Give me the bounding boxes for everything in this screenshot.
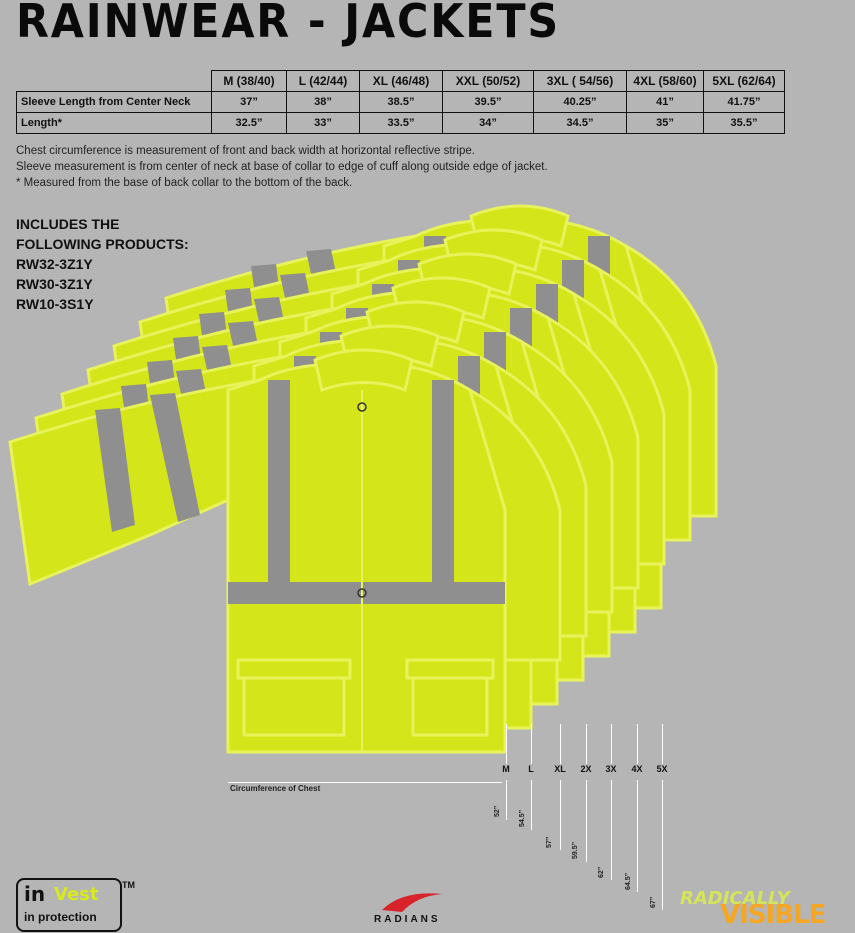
product-code: RW30-3Z1Y xyxy=(16,276,93,292)
chest-measurement: 62” xyxy=(598,866,605,878)
chest-baseline xyxy=(228,782,502,783)
right-pocket-flap xyxy=(407,660,493,678)
page-title: RAINWEAR - JACKETS xyxy=(16,0,561,48)
chest-measurement: 59.5” xyxy=(572,841,579,859)
radically-text: RADICALLY xyxy=(680,888,790,909)
size-table xyxy=(16,70,785,134)
chest-size-label: M xyxy=(502,764,510,774)
measure-line xyxy=(662,780,663,910)
chest-size-label: 4X xyxy=(631,764,643,774)
jacket-size-illustration xyxy=(0,180,855,760)
table-cell: 34.5” xyxy=(534,113,627,134)
product-code: RW10-3S1Y xyxy=(16,296,94,312)
radians-wordmark: RADIANS xyxy=(374,914,441,925)
size-header: XL (46/48) xyxy=(360,71,443,92)
radians-logo xyxy=(372,888,472,928)
chest-size-label: XL xyxy=(554,764,566,774)
trademark: TM xyxy=(122,880,135,890)
measure-line xyxy=(611,780,612,880)
measure-line xyxy=(560,780,561,850)
includes-heading: FOLLOWING PRODUCTS: xyxy=(16,236,189,252)
table-row xyxy=(17,92,785,113)
chest-size-label: 3X xyxy=(605,764,617,774)
measure-line xyxy=(586,780,587,862)
includes-heading: INCLUDES THE xyxy=(16,216,120,232)
chest-measurement: 64.5” xyxy=(625,872,632,890)
size-header: XXL (50/52) xyxy=(443,71,534,92)
row-label: Length* xyxy=(17,113,212,134)
table-cell: 38.5” xyxy=(360,92,443,113)
table-cell: 35” xyxy=(627,113,704,134)
size-header: 5XL (62/64) xyxy=(704,71,785,92)
jacket-collar xyxy=(315,350,412,390)
chest-label: Circumference of Chest xyxy=(230,784,321,793)
chest-size-label: L xyxy=(528,764,534,774)
note-line: * Measured from the base of back collar to the bottom of the back. xyxy=(16,177,353,189)
logo-text: Vest xyxy=(54,884,99,905)
radians-swoosh-icon xyxy=(372,888,472,916)
table-cell: 34” xyxy=(443,113,534,134)
chest-measurement: 67” xyxy=(650,896,657,908)
size-guide-line xyxy=(611,724,612,764)
measure-line xyxy=(506,780,507,820)
size-guide-line xyxy=(506,724,507,764)
measure-line xyxy=(531,780,532,830)
table-cell: 35.5” xyxy=(704,113,785,134)
table-cell: 41” xyxy=(627,92,704,113)
measure-line xyxy=(637,780,638,892)
table-cell: 41.75” xyxy=(704,92,785,113)
table-cell: 32.5” xyxy=(212,113,287,134)
size-header: 4XL (58/60) xyxy=(627,71,704,92)
jacket-layers xyxy=(10,206,716,752)
table-cell: 37” xyxy=(212,92,287,113)
chest-size-label: 2X xyxy=(580,764,592,774)
reflective-stripe xyxy=(268,380,290,584)
chest-measurement: 57” xyxy=(546,836,553,848)
note-line: Sleeve measurement is from center of neck at base of collar to edge of cuff along outside edge of jacket. xyxy=(16,161,548,173)
size-header: L (42/44) xyxy=(287,71,360,92)
table-cell: 38” xyxy=(287,92,360,113)
table-cell: 33” xyxy=(287,113,360,134)
table-cell: 39.5” xyxy=(443,92,534,113)
jacket-left-sleeve xyxy=(10,380,260,584)
note-line: Chest circumference is measurement of front and back width at horizontal reflective stripe. xyxy=(16,145,475,157)
reflective-stripe xyxy=(432,380,454,584)
chest-measurement: 54.5” xyxy=(519,809,526,827)
chest-size-label: 5X xyxy=(656,764,668,774)
size-table-header xyxy=(17,71,785,92)
left-pocket-flap xyxy=(238,660,350,678)
size-guide-line xyxy=(662,724,663,764)
table-cell: 40.25” xyxy=(534,92,627,113)
logo-text: in protection xyxy=(24,910,97,924)
invest-in-protection-logo xyxy=(16,878,122,932)
size-guide-line xyxy=(560,724,561,764)
size-guide-line xyxy=(637,724,638,764)
table-row xyxy=(17,113,785,134)
size-header: 3XL ( 54/56) xyxy=(534,71,627,92)
logo-text: in xyxy=(24,882,46,906)
size-guide-line xyxy=(531,724,532,764)
size-header: M (38/40) xyxy=(212,71,287,92)
chest-measurement: 52” xyxy=(494,805,501,817)
table-cell: 33.5” xyxy=(360,113,443,134)
product-code: RW32-3Z1Y xyxy=(16,256,93,272)
row-label: Sleeve Length from Center Neck xyxy=(17,92,212,113)
visible-text: VISIBLE xyxy=(720,900,826,930)
size-guide-line xyxy=(586,724,587,764)
